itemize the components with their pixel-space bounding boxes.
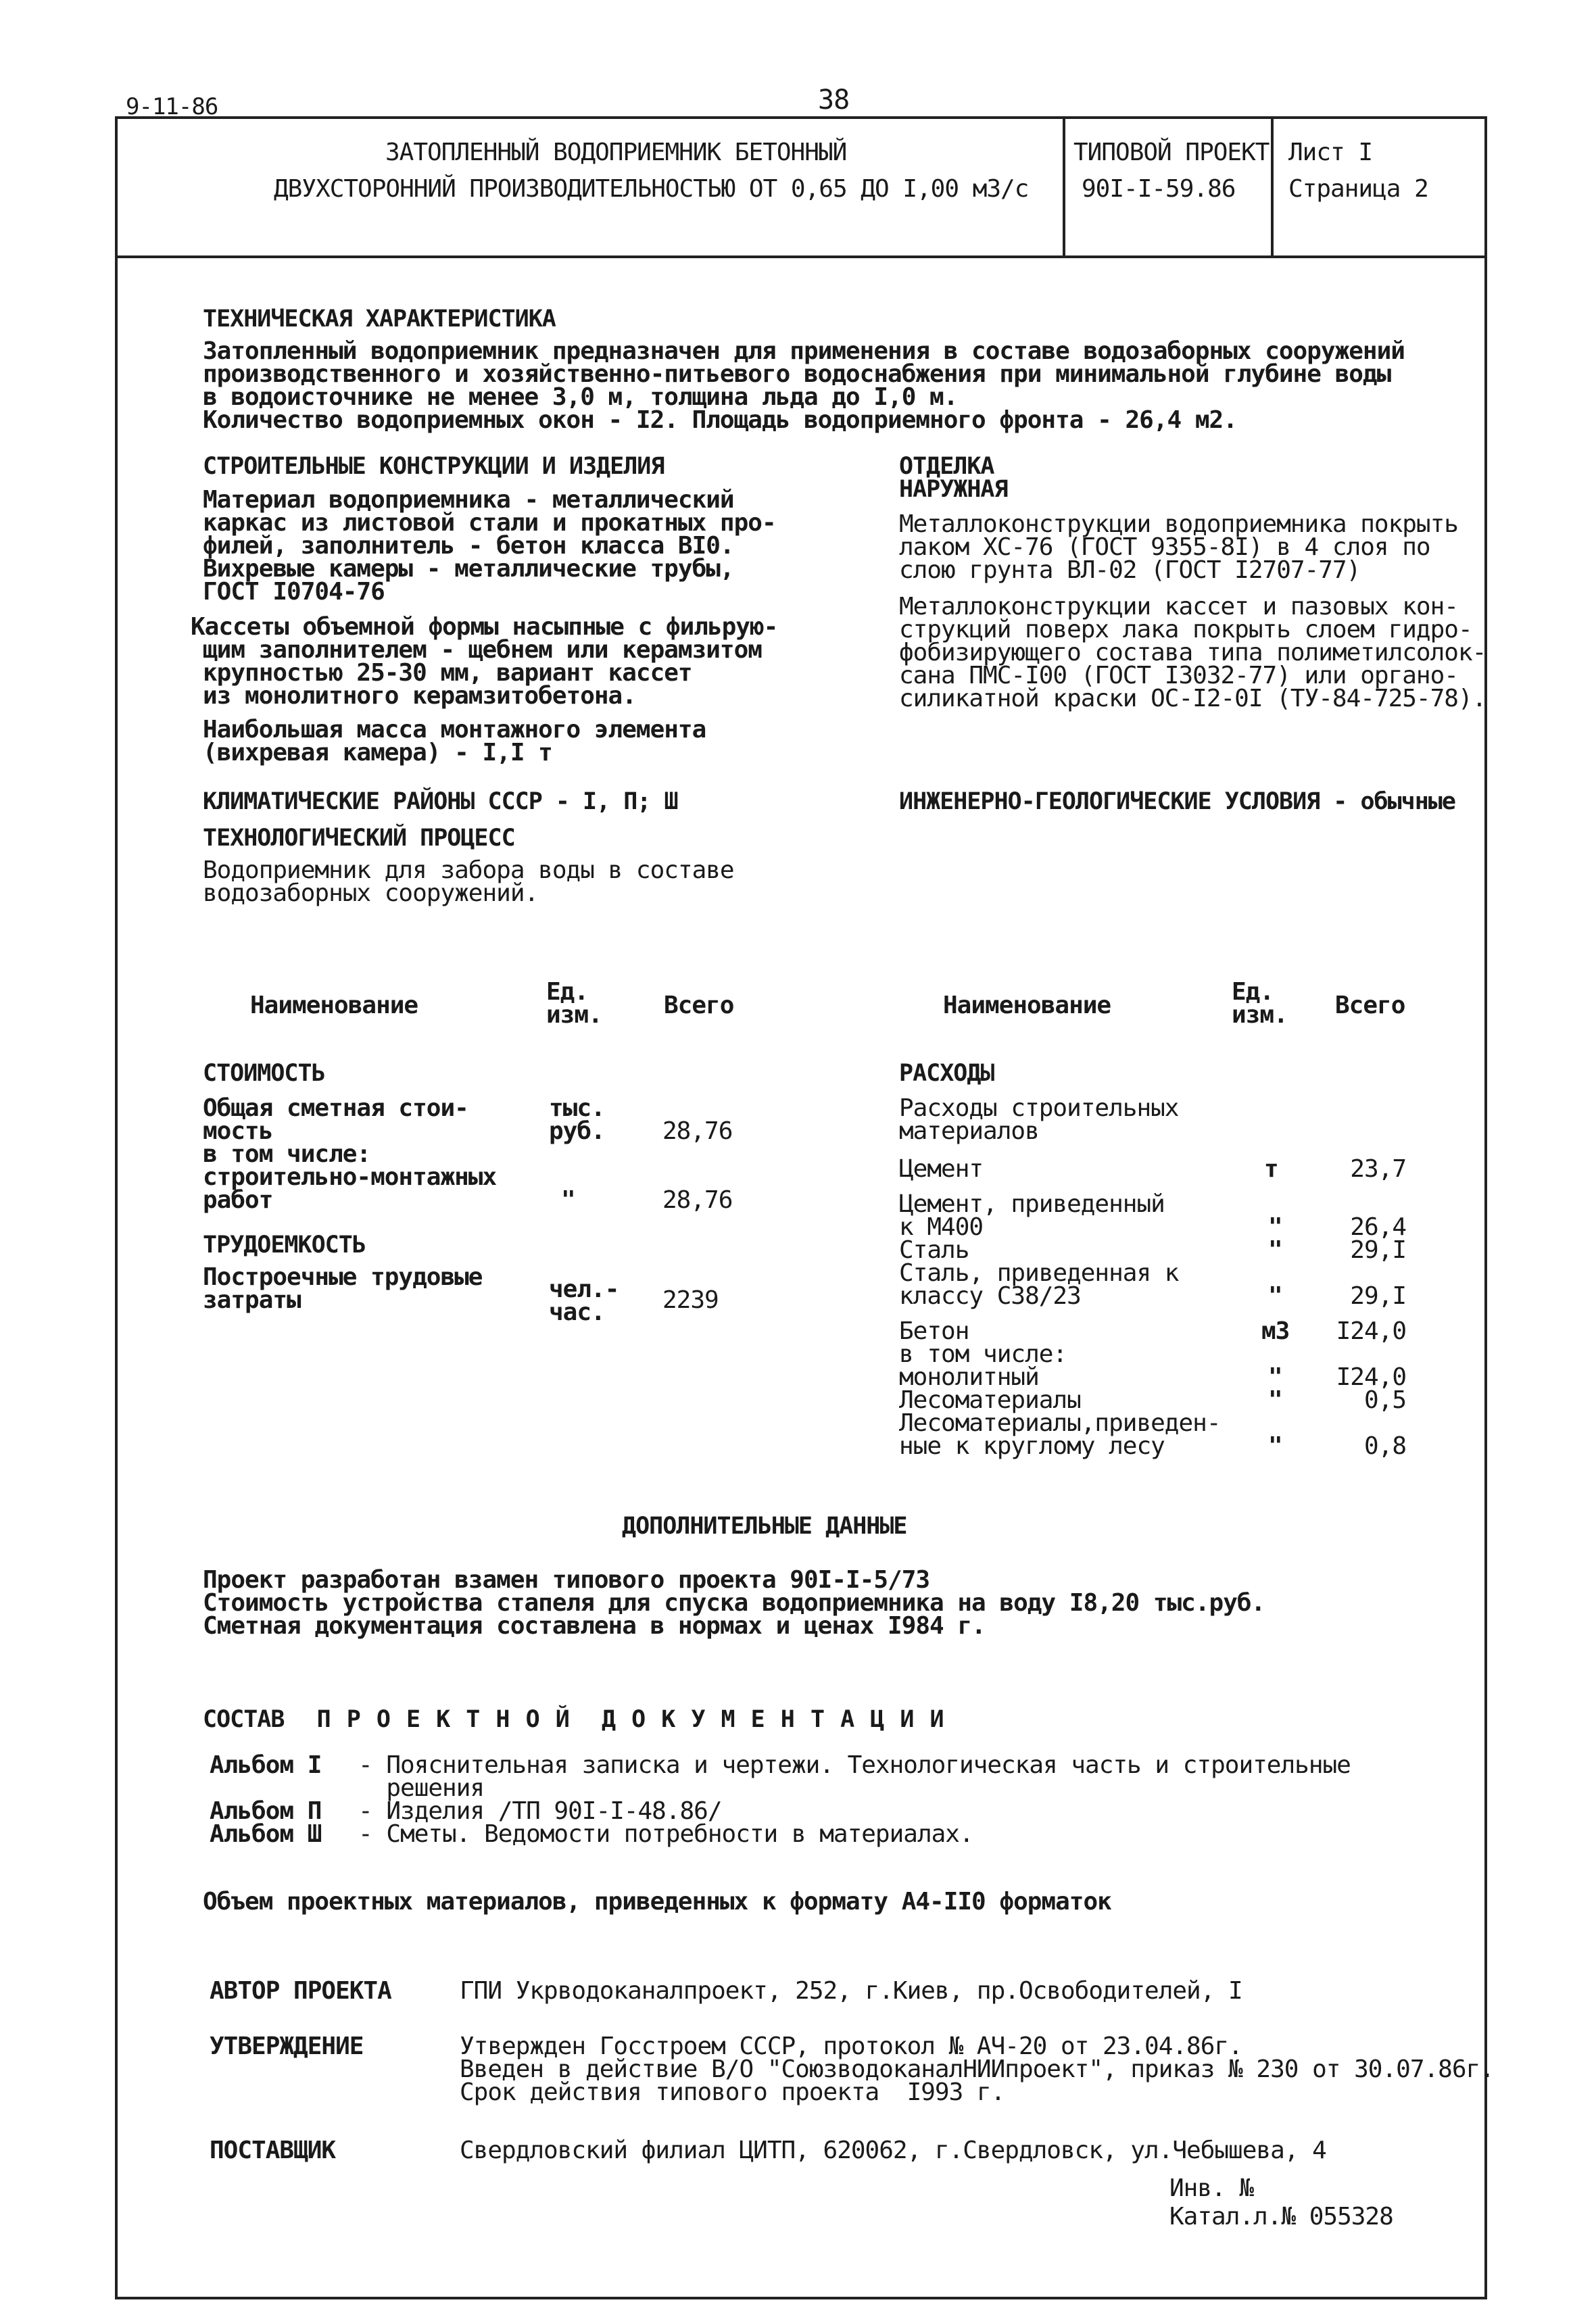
material-unit: т [1264,1155,1278,1183]
header-divider [1063,116,1065,258]
material-name: Цемент [899,1155,984,1183]
material-unit: " [1268,1432,1282,1460]
col-header-total: Всего [1335,992,1405,1019]
material-name: Сталь [899,1236,969,1264]
page-label: Страница 2 [1288,175,1428,203]
page-frame [115,116,1487,2299]
cost-unit: руб. [549,1117,605,1145]
doc-code: 9-11-86 [126,93,218,120]
extra-line: Сметная документация составлена в нормах и ценах I984 г. [203,1612,986,1640]
composition-title: СОСТАВ П Р О Е К Т Н О Й Д О К У М Е Н Т А Ц И И [203,1706,944,1733]
material-unit: м3 [1261,1317,1290,1345]
album-text: решения [358,1774,485,1802]
album-text: - Пояснительная записка и чертежи. Технологическая часть и строительные [358,1751,1351,1779]
tech-title: ТЕХНИЧЕСКАЯ ХАРАКТЕРИСТИКА [203,306,556,333]
header-title-line: ЗАТОПЛЕННЫЙ ВОДОПРИЕМНИК БЕТОННЫЙ [385,139,847,166]
cost-name: Общая сметная стои- [203,1094,468,1122]
constructions-line: Вихревые камеры - металлические трубы, [203,555,734,583]
process-title: ТЕХНОЛОГИЧЕСКИЙ ПРОЦЕСС [203,825,515,852]
finish-line: слою грунта ВЛ-02 (ГОСТ I2707-77) [899,556,1361,584]
constructions-line: Кассеты объемной формы насыпные с фильрую- [191,613,778,641]
finish-title: ОТДЕЛКА [899,453,994,480]
labor-total: 2239 [662,1286,719,1314]
constructions-line: (вихревая камера) - I,I т [203,739,552,766]
incl-line: строительно-монтажных [203,1163,497,1191]
inventory-number: Инв. № [1169,2174,1254,2202]
material-total: 23,7 [1350,1155,1406,1183]
cost-title: СТОИМОСТЬ [203,1060,325,1087]
header-title-line: ДВУХСТОРОННИЙ ПРОИЗВОДИТЕЛЬНОСТЬЮ ОТ 0,65 ДО I,00 м3/с [274,175,1029,203]
material-total: 0,8 [1363,1432,1406,1460]
constructions-line: ГОСТ I0704-76 [203,578,385,606]
finish-line: силикатной краски ОС-I2-0I (ТУ-84-725-78). [899,685,1486,712]
material-name: классу С38/23 [899,1282,1081,1310]
material-total: I24,0 [1336,1363,1406,1391]
extra-line: Стоимость устройства стапеля для спуска водоприемника на воду I8,20 тыс.руб. [203,1589,1265,1617]
climate-regions: КЛИМАТИЧЕСКИЕ РАЙОНЫ СССР - I, П; Ш [203,788,678,815]
tech-line: в водоисточнике не менее 3,0 м, толщина льда до I,0 м. [203,383,958,411]
constructions-line: Наибольшая масса монтажного элемента [203,716,706,744]
header-divider [1271,116,1274,258]
finish-line: фобизирующего состава типа полиметилсолок- [899,639,1486,666]
geology-conditions: ИНЖЕНЕРНО-ГЕОЛОГИЧЕСКИЕ УСЛОВИЯ - обычные [899,788,1455,815]
finish-subtitle: НАРУЖНАЯ [899,476,1008,503]
constructions-line: из монолитного керамзитобетона. [203,682,636,710]
extra-title: ДОПОЛНИТЕЛЬНЫЕ ДАННЫЕ [622,1513,907,1540]
incl-line: работ [203,1186,273,1214]
tech-line: производственного и хозяйственно-питьевого водоснабжения при минимальной глубине воды [203,360,1391,388]
incl-unit: " [561,1186,575,1214]
expenses-subtitle: материалов [899,1117,1039,1145]
page-number: 38 [818,84,850,116]
material-total: 29,I [1350,1236,1406,1264]
material-name: к М400 [899,1213,984,1241]
cost-name: мость [203,1117,273,1145]
process-line: Водоприемник для забора воды в составе [203,856,734,884]
cost-total: 28,76 [662,1117,733,1145]
author-label: АВТОР ПРОЕКТА [210,1977,391,2005]
expenses-title: РАСХОДЫ [899,1060,994,1087]
approval-label: УТВЕРЖДЕНИЕ [210,2032,364,2060]
material-name: Лесоматериалы [899,1386,1081,1414]
constructions-line: Материал водоприемника - металлический [203,486,734,514]
album-label: Альбом Ш [210,1820,322,1848]
material-name: монолитный [899,1363,1039,1391]
material-total: 29,I [1350,1282,1406,1310]
supplier-label: ПОСТАВЩИК [210,2137,336,2164]
labor-unit: час. [549,1298,605,1326]
incl-line: в том числе: [203,1140,371,1168]
labor-title: ТРУДОЕМКОСТЬ [203,1232,366,1259]
material-name: Бетон [899,1317,969,1345]
tech-line: Затопленный водоприемник предназначен для применения в составе водозаборных сооружений [203,337,1405,365]
incl-total: 28,76 [662,1186,733,1214]
album-text: - Сметы. Ведомости потребности в материалах. [358,1820,973,1848]
material-name: Лесоматериалы,приведен- [899,1409,1221,1437]
labor-name: затраты [203,1286,301,1314]
col-header-name: Наименование [943,992,1111,1019]
material-unit: " [1268,1213,1282,1241]
finish-line: Металлоконструкции водоприемника покрыть [899,510,1458,538]
cost-unit: тыс. [549,1094,605,1122]
extra-line: Проект разработан взамен типового проекта 90I-I-5/73 [203,1566,930,1594]
process-line: водозаборных сооружений. [203,879,539,907]
sheet-label: Лист I [1288,139,1373,166]
author-value: ГПИ Укрводоканалпроект, 252, г.Киев, пр.Освободителей, I [460,1977,1242,2005]
col-header-name: Наименование [250,992,418,1019]
labor-unit: чел.- [549,1275,619,1303]
constructions-line: каркас из листовой стали и прокатных про- [203,509,776,537]
material-total: I24,0 [1336,1317,1406,1345]
material-unit: " [1268,1386,1282,1414]
material-total: 26,4 [1350,1213,1406,1241]
material-unit: " [1268,1363,1282,1391]
constructions-line: филей, заполнитель - бетон класса BI0. [203,532,734,560]
material-unit: " [1268,1236,1282,1264]
project-label: ТИПОВОЙ ПРОЕКТ [1073,139,1269,166]
approval-line: Срок действия типового проекта I993 г. [460,2078,1005,2106]
col-header-unit: Ед. [546,978,589,1006]
col-header-unit: изм. [1232,1001,1288,1029]
approval-line: Введен в действие В/О "СоюзводоканалНИИпроект", приказ № 230 от 30.07.86г. [460,2055,1494,2083]
catalog-sheet: Катал.л.№ 055328 [1169,2203,1393,2231]
project-number: 90I-I-59.86 [1082,175,1236,203]
finish-line: лаком ХС-76 (ГОСТ 9355-8I) в 4 слоя по [899,533,1430,561]
labor-name: Построечные трудовые [203,1263,483,1291]
col-header-unit: Ед. [1232,978,1274,1006]
supplier-value: Свердловский филиал ЦИТП, 620062, г.Свердловск, ул.Чебышева, 4 [460,2137,1326,2164]
finish-line: Металлоконструкции кассет и пазовых кон- [899,593,1458,620]
album-label: Альбом I [210,1751,322,1779]
col-header-total: Всего [664,992,734,1019]
approval-line: Утвержден Госстроем СССР, протокол № АЧ-20 от 23.04.86г. [460,2032,1242,2060]
album-label: Альбом П [210,1797,322,1825]
material-name: в том числе: [899,1340,1067,1368]
finish-line: сана ПМС-I00 (ГОСТ I3032-77) или органо- [899,662,1458,689]
constructions-line: щим заполнителем - щебнем или керамзитом [203,636,762,664]
material-unit: " [1268,1282,1282,1310]
album-text: - Изделия /ТП 90I-I-48.86/ [358,1797,722,1825]
material-name: ные к круглому лесу [899,1432,1165,1460]
tech-line: Количество водоприемных окон - I2. Площадь водоприемного фронта - 26,4 м2. [203,406,1237,434]
col-header-unit: изм. [546,1001,602,1029]
finish-line: струкций поверх лака покрыть слоем гидро- [899,616,1472,643]
volume-line: Объем проектных материалов, приведенных к формату А4-II0 форматок [203,1888,1111,1916]
material-name: Цемент, приведенный [899,1190,1165,1218]
material-name: Сталь, приведенная к [899,1259,1179,1287]
expenses-subtitle: Расходы строительных [899,1094,1179,1122]
material-total: 0,5 [1363,1386,1406,1414]
constructions-line: крупностью 25-30 мм, вариант кассет [203,659,692,687]
constructions-title: СТРОИТЕЛЬНЫЕ КОНСТРУКЦИИ И ИЗДЕЛИЯ [203,453,664,480]
